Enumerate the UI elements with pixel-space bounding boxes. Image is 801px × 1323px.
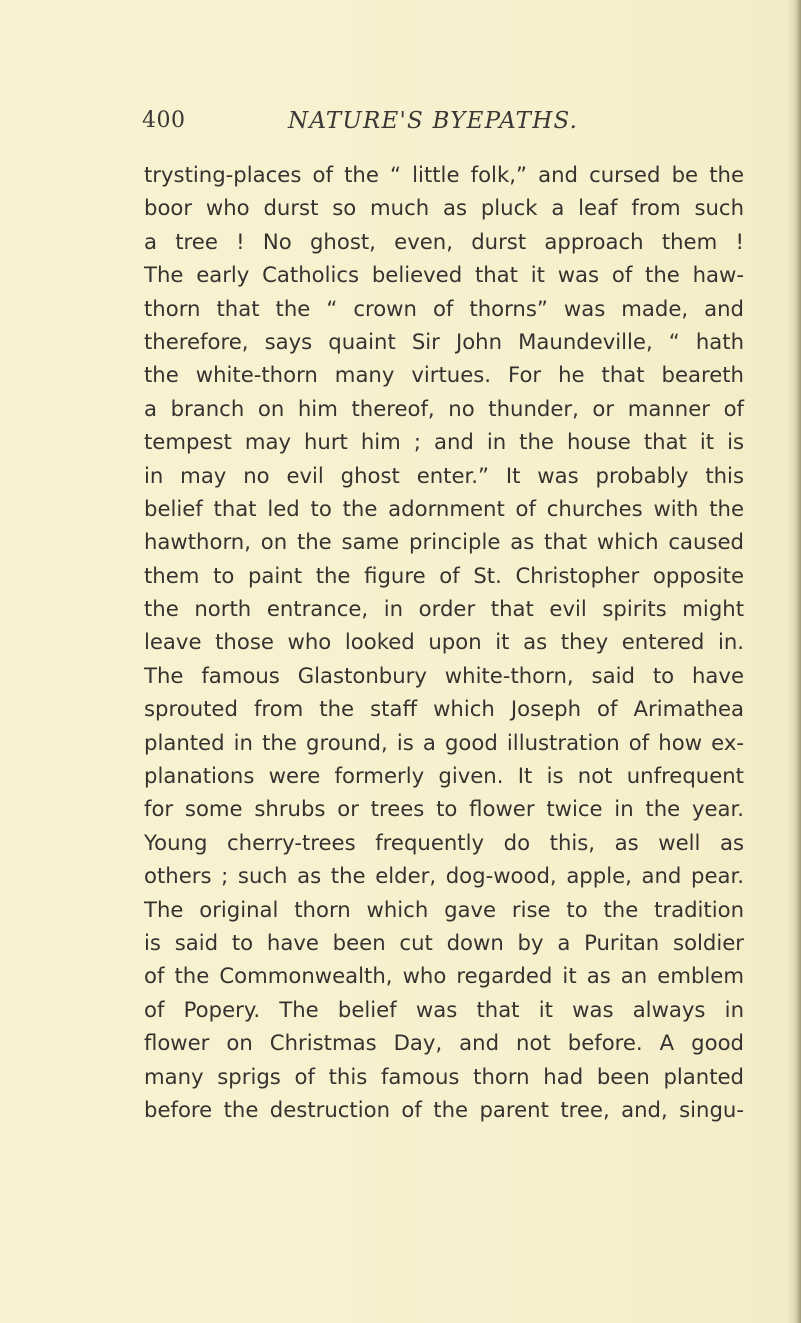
text-line: many sprigs of this famous thorn had been planted <box>144 1063 744 1089</box>
text-line: The famous Glastonbury white-thorn, said to have <box>144 662 744 688</box>
text-line: a tree ! No ghost, even, durst approach them ! <box>144 228 744 254</box>
text-line: of the Commonwealth, who regarded it as an emblem <box>144 963 744 989</box>
text-line: tempest may hurt him ; and in the house that it is <box>144 429 744 455</box>
text-line: planations were formerly given. It is not unfrequent <box>144 763 744 789</box>
text-line: a branch on him thereof, no thunder, or manner of <box>144 395 744 421</box>
page-number: 400 <box>142 108 186 133</box>
running-head: NATURE'S BYEPATHS. <box>288 108 579 134</box>
text-line: in may no evil ghost enter.” It was probably this <box>144 462 744 488</box>
page-header <box>142 108 662 140</box>
text-line: trysting-places of the “ little folk,” and cursed be the <box>144 162 744 187</box>
page-edge-shadow <box>787 0 801 1323</box>
text-line: them to paint the figure of St. Christopher opposite <box>144 562 744 588</box>
text-line: thorn that the “ crown of thorns” was made, and <box>144 295 744 321</box>
text-line: hawthorn, on the same principle as that which caused <box>144 529 744 555</box>
text-line: boor who durst so much as pluck a leaf from such <box>144 195 744 221</box>
text-line: sprouted from the staff which Joseph of Arimathea <box>144 696 744 722</box>
text-line: The original thorn which gave rise to the tradition <box>144 896 744 922</box>
text-line: The early Catholics believed that it was of the haw- <box>144 262 744 288</box>
text-line: the white-thorn many virtues. For he that beareth <box>144 362 744 388</box>
text-line: leave those who looked upon it as they entered in. <box>144 629 744 655</box>
text-line: for some shrubs or trees to flower twice in the year. <box>144 796 744 822</box>
text-line: others ; such as the elder, dog-wood, apple, and pear. <box>144 863 744 889</box>
text-line: is said to have been cut down by a Puritan soldier <box>144 929 744 955</box>
text-line: before the destruction of the parent tree, and, singu- <box>144 1096 744 1122</box>
text-line: planted in the ground, is a good illustration of how ex- <box>144 729 744 755</box>
body-text <box>144 158 744 1126</box>
text-line: belief that led to the adornment of churches with the <box>144 495 744 521</box>
text-line: therefore, says quaint Sir John Maundeville, “ hath <box>144 328 744 354</box>
text-line: flower on Christmas Day, and not before. A good <box>144 1030 744 1056</box>
text-line: of Popery. The belief was that it was always in <box>144 996 744 1022</box>
text-line: Young cherry-trees frequently do this, as well as <box>144 829 744 855</box>
text-line: the north entrance, in order that evil spirits might <box>144 596 744 622</box>
